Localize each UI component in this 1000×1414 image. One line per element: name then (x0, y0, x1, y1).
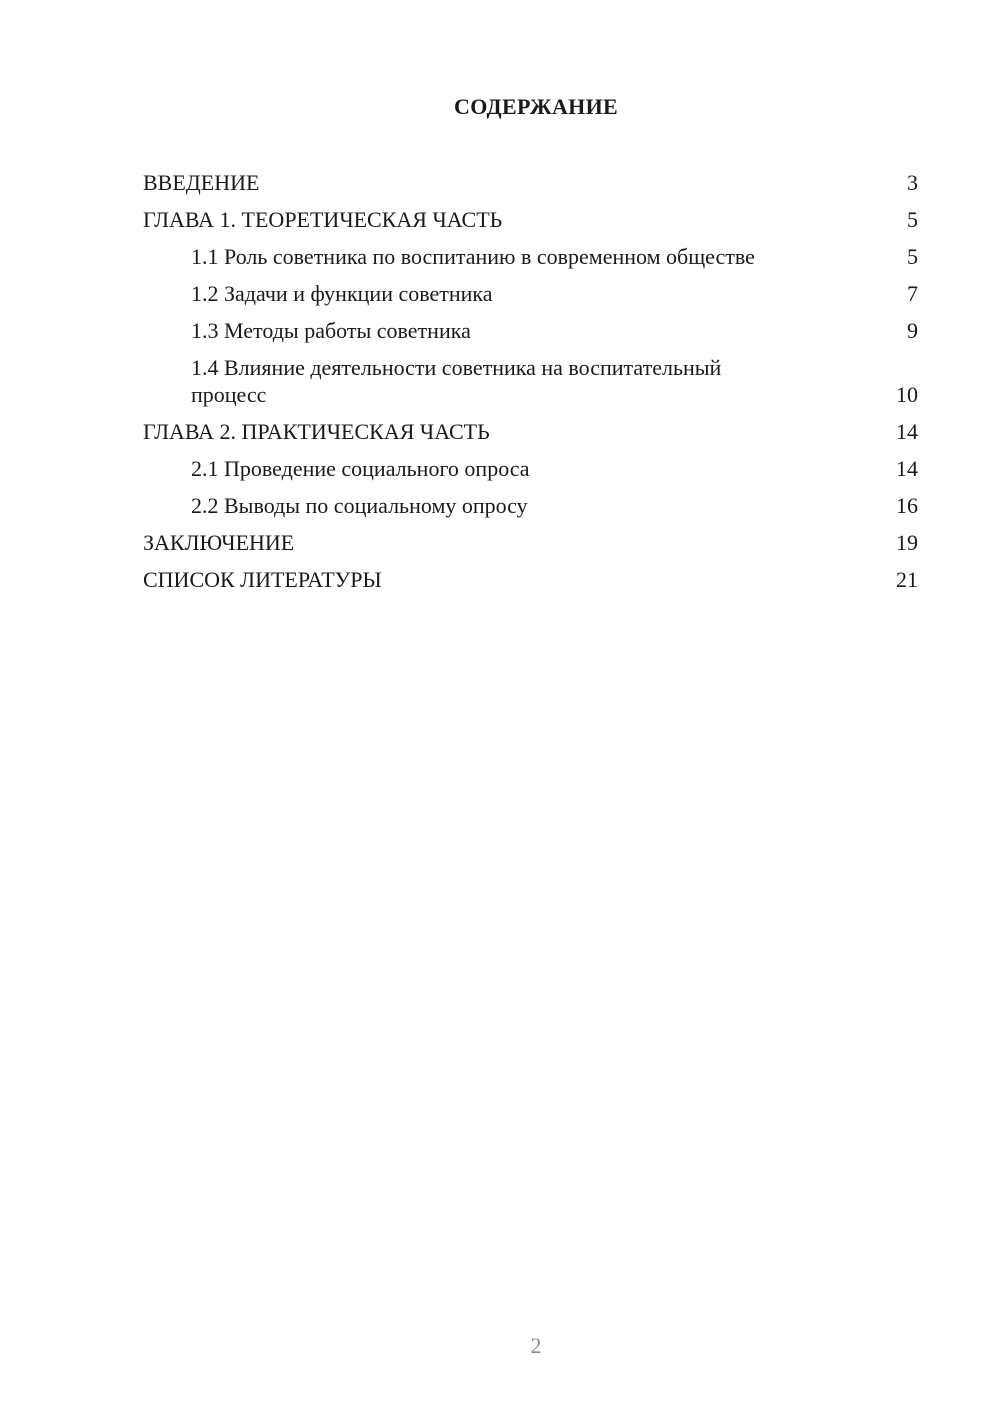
toc-item-label: 1.1 Роль советника по воспитанию в современном обществе (191, 244, 755, 269)
table-of-contents (143, 169, 918, 603)
toc-item-page: 19 (896, 530, 918, 555)
toc-item-introduction[interactable] (143, 169, 918, 196)
toc-item-section-1-4[interactable] (143, 354, 918, 408)
toc-item-section-2-2[interactable] (143, 492, 918, 519)
toc-item-page: 16 (896, 493, 918, 518)
toc-item-label: 1.2 Задачи и функции советника (191, 281, 493, 306)
toc-item-section-1-3[interactable] (143, 317, 918, 344)
toc-item-label: ГЛАВА 1. ТЕОРЕТИЧЕСКАЯ ЧАСТЬ (143, 207, 503, 232)
toc-item-section-1-1[interactable] (143, 243, 918, 270)
toc-item-chapter-2[interactable] (143, 418, 918, 445)
toc-item-page: 21 (896, 567, 918, 592)
toc-item-label: 1.4 Влияние деятельности советника на воспитательный процесс (191, 355, 722, 407)
toc-item-label: 2.1 Проведение социального опроса (191, 456, 530, 481)
toc-item-section-2-1[interactable] (143, 455, 918, 482)
toc-item-label: ЗАКЛЮЧЕНИЕ (143, 530, 295, 555)
toc-item-label: 2.2 Выводы по социальному опросу (191, 493, 528, 518)
toc-item-label: ГЛАВА 2. ПРАКТИЧЕСКАЯ ЧАСТЬ (143, 419, 490, 444)
toc-item-page: 7 (907, 281, 918, 306)
toc-item-page: 5 (907, 244, 918, 269)
toc-item-chapter-1[interactable] (143, 206, 918, 233)
toc-item-label: ВВЕДЕНИЕ (143, 170, 260, 195)
toc-item-section-1-2[interactable] (143, 280, 918, 307)
toc-item-bibliography[interactable] (143, 566, 918, 593)
toc-item-conclusion[interactable] (143, 529, 918, 556)
toc-item-page: 14 (896, 419, 918, 444)
toc-item-page: 10 (896, 382, 918, 407)
toc-item-page: 5 (907, 207, 918, 232)
toc-item-label: СПИСОК ЛИТЕРАТУРЫ (143, 567, 382, 592)
page-title: СОДЕРЖАНИЕ (454, 94, 618, 119)
toc-item-page: 9 (907, 318, 918, 343)
toc-item-page: 3 (907, 170, 918, 195)
toc-item-page: 14 (896, 456, 918, 481)
page-number: 2 (530, 1333, 542, 1358)
toc-item-label: 1.3 Методы работы советника (191, 318, 471, 343)
